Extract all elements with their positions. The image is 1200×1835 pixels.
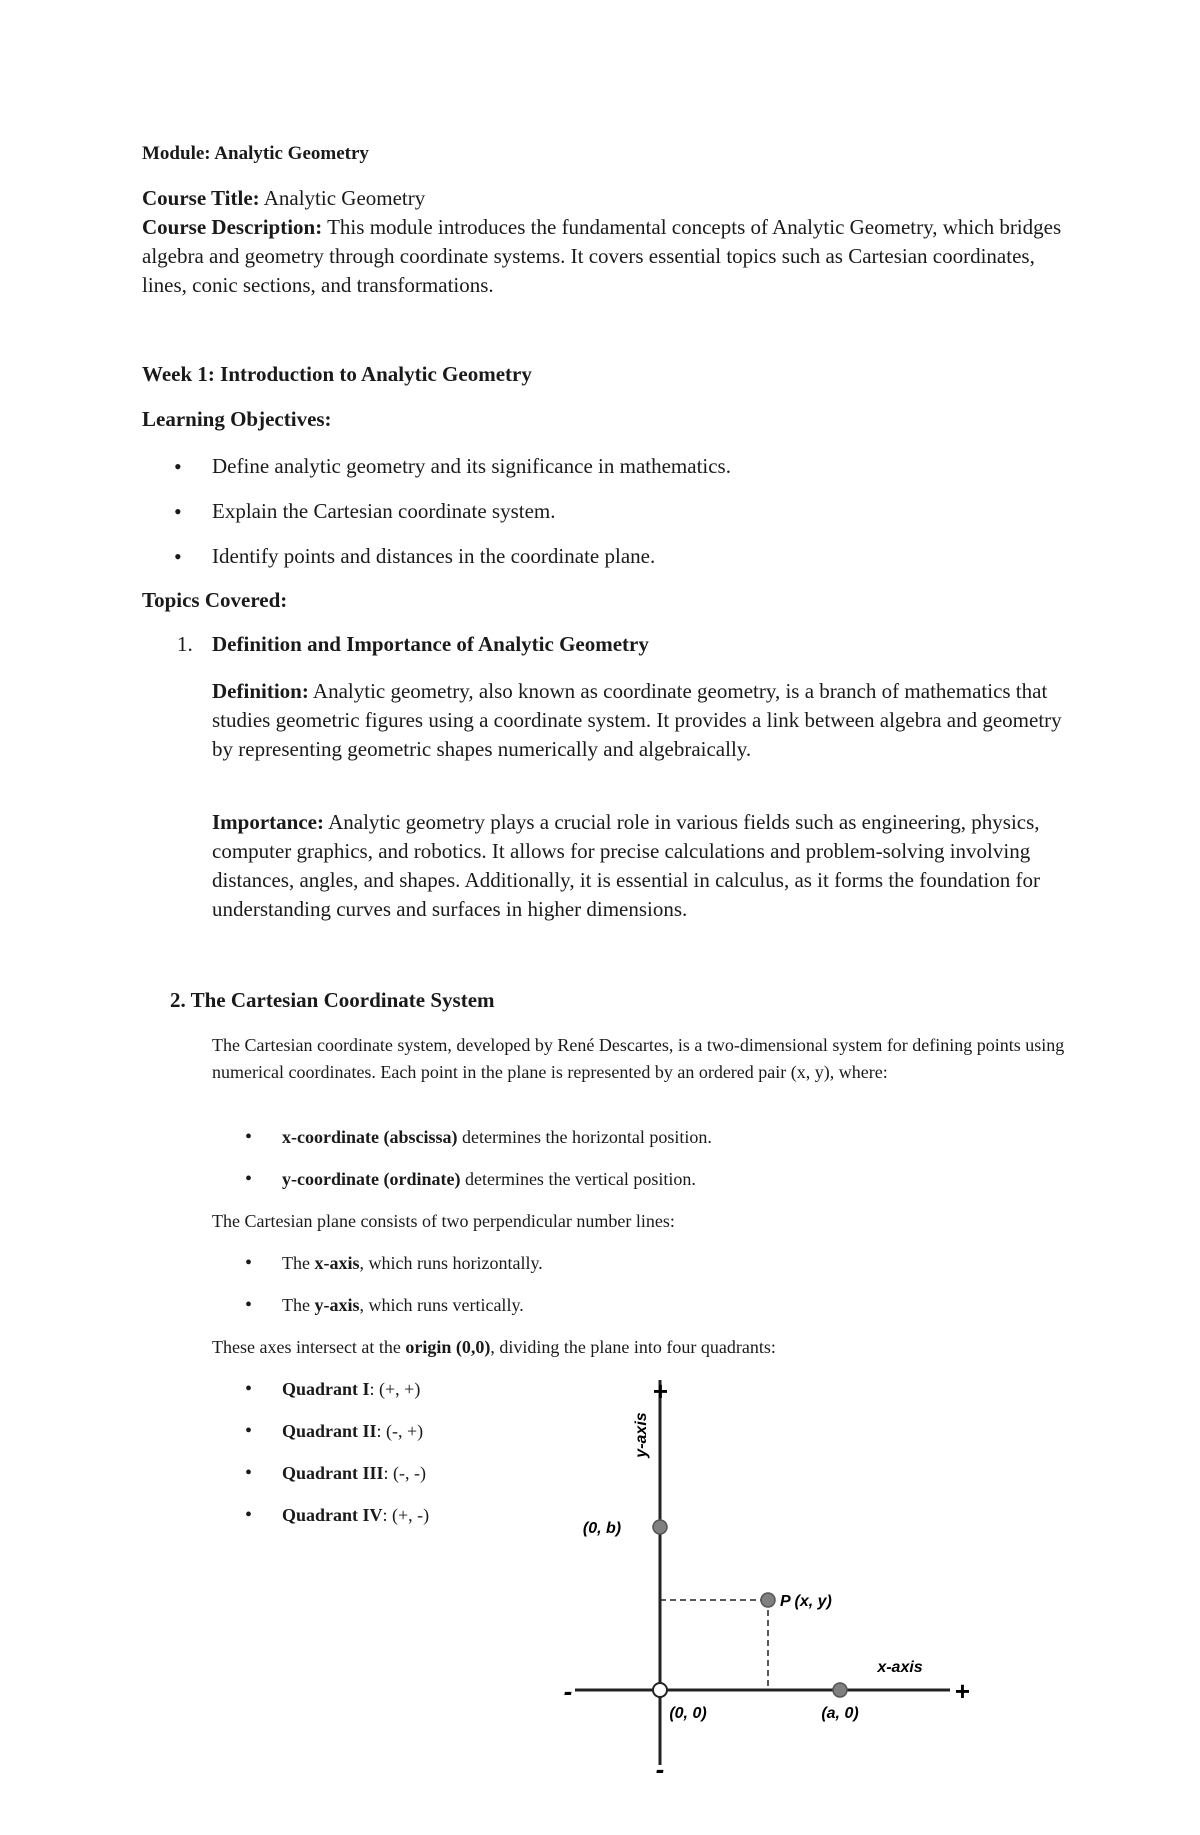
topics-heading: Topics Covered:: [142, 588, 288, 612]
list-item: • Explain the Cartesian coordinate system.: [142, 497, 731, 542]
importance-paragraph: [212, 808, 1082, 924]
week-heading: Week 1: Introduction to Analytic Geometry: [142, 362, 532, 386]
course-title-line: [142, 184, 1082, 213]
axes-list: [212, 1250, 543, 1334]
point-p: [761, 1593, 775, 1607]
importance-text: Analytic geometry plays a crucial role in various fields such as engineering, physics, computer graphics, and robotics. It allows for precise calculations and problem-solving involving distances, angles, and shapes. Additionally, it is essential in calculus, as it forms the foundation for understanding curves and surfaces in higher dimensions.: [212, 810, 1040, 921]
point-a-0: [833, 1683, 847, 1697]
label-0-b: (0, b): [582, 1520, 622, 1537]
module-title: Module: Analytic Geometry: [142, 143, 369, 164]
cartesian-description: The Cartesian coordinate system, developed by René Descartes, is a two-dimensional system for defining points using numerical coordinates. Each point in the plane is represented by an ordered pair (x, y), where:: [212, 1035, 1065, 1082]
course-title-value: Analytic Geometry: [263, 186, 426, 210]
list-item: • The y-axis, which runs vertically.: [212, 1292, 543, 1334]
x-plus-sign: +: [954, 1676, 970, 1706]
course-title-label: Course Title:: [142, 186, 260, 210]
course-description-label: Course Description:: [142, 215, 323, 239]
y-minus-sign: -: [655, 1754, 665, 1780]
y-plus-sign: +: [652, 1376, 668, 1406]
x-minus-sign: -: [563, 1676, 573, 1706]
objectives-heading: Learning Objectives:: [142, 407, 332, 431]
cartesian-plane-diagram: [550, 1360, 990, 1780]
list-item: • Quadrant III: (-, -): [212, 1460, 542, 1502]
list-item: • Identify points and distances in the coordinate plane.: [142, 542, 731, 587]
label-a-0: (a, 0): [821, 1705, 859, 1722]
point-0-b: [653, 1520, 667, 1534]
topic-2-heading: 2. The Cartesian Coordinate System: [170, 988, 495, 1012]
definition-label: Definition:: [212, 679, 309, 703]
plane-intro: The Cartesian plane consists of two perpendicular number lines:: [212, 1211, 675, 1231]
definition-text: Analytic geometry, also known as coordinate geometry, is a branch of mathematics that studies geometric figures using a coordinate system. It provides a link between algebra and geometry by representing geometric shapes numerically and algebraically.: [212, 679, 1062, 761]
objectives-list: [142, 452, 731, 587]
course-description-text: This module introduces the fundamental concepts of Analytic Geometry, which bridges algebra and geometry through coordinate systems. It covers essential topics such as Cartesian coordinates, lines, conic sections, and transformations.: [142, 215, 1062, 297]
axes-intersect-text: These axes intersect at the origin (0,0), dividing the plane into four quadrants:: [212, 1337, 776, 1357]
importance-label: Importance:: [212, 810, 324, 834]
label-origin: (0, 0): [669, 1705, 707, 1722]
list-item: • y-coordinate (ordinate) determines the vertical position.: [212, 1166, 712, 1208]
coordinate-list: [212, 1124, 712, 1208]
list-item: • Define analytic geometry and its significance in mathematics.: [142, 452, 731, 497]
list-item: • x-coordinate (abscissa) determines the horizontal position.: [212, 1124, 712, 1166]
topic-title: Definition and Importance of Analytic Geometry: [212, 632, 649, 656]
list-item: • The x-axis, which runs horizontally.: [212, 1250, 543, 1292]
list-item: • Quadrant IV: (+, -): [212, 1502, 542, 1544]
definition-paragraph: [212, 677, 1082, 764]
label-p: P (x, y): [780, 1593, 832, 1610]
topic-number: 1.: [177, 632, 193, 656]
course-description: [142, 213, 1082, 300]
y-axis-label: y-axis: [633, 1412, 650, 1458]
origin-term: origin (0,0): [405, 1337, 491, 1357]
list-item: • Quadrant I: (+, +): [212, 1376, 542, 1418]
origin-point: [653, 1683, 667, 1697]
list-item: • Quadrant II: (-, +): [212, 1418, 542, 1460]
course-info: [142, 184, 1082, 300]
quadrant-list: [212, 1376, 542, 1544]
x-axis-label: x-axis: [877, 1659, 923, 1676]
